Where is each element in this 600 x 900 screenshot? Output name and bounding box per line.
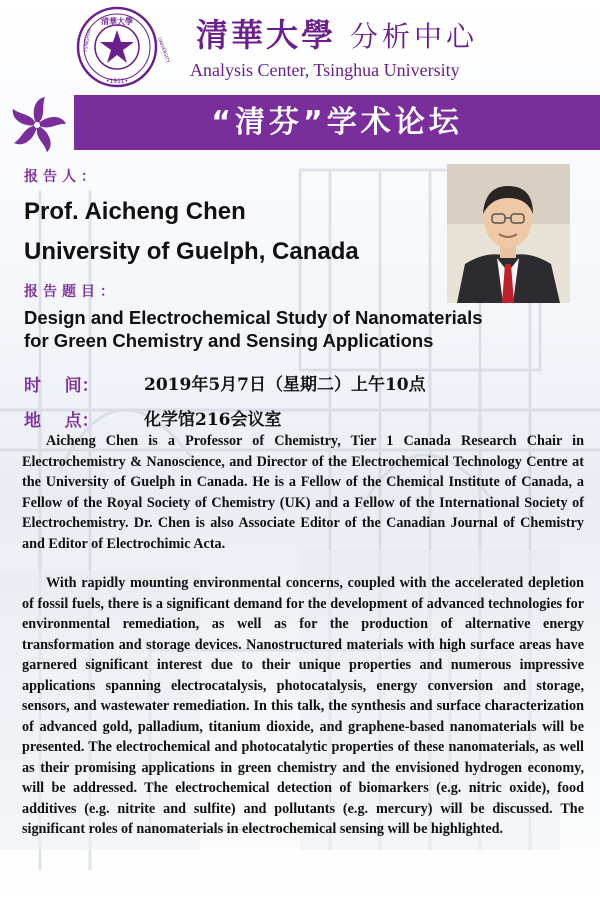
talk-title-line-2: for Green Chemistry and Sensing Applications: [24, 330, 434, 351]
talk-title: [24, 306, 584, 352]
talk-title-label: 报告题目：: [24, 284, 119, 300]
talk-abstract: With rapidly mounting environmental concerns, coupled with the accelerated depletion of fossil fuels, there is a significant demand for the development of advanced technologies for environmental remediation, as well as for the production of alternative energy transformation and storage devices. Nanostructured materials with high surface areas have garnered significant interest due to their unique properties and numerous impressive applications spanning electrocatalysis, photocatalysis, energy conversion and storage, sensors, and wastewater remediation. In this talk, the synthesis and surface characterization of advanced gold, palladium, titanium dioxide, and graphene-based nanomaterials will be presented. The electrochemical and photocatalytic properties of these nanomaterials, as well as their promising applications in green chemistry and the envisioned hydrogen economy, will be addressed. The electrochemical detection of biomarkers (e.g. nitric oxide), food additives (e.g. nitrite and sulfite) and pollutants (e.g. mercury) will be discussed. The significant roles of nanomaterials in electrochemical sensing will be highlighted.: [22, 575, 584, 837]
header-title-cn: 清華大學: [196, 16, 337, 54]
header-title: [196, 10, 478, 56]
bauhinia-flower-icon: [6, 94, 68, 156]
forum-banner: [74, 95, 600, 150]
speaker-label: 报告人：: [24, 169, 100, 185]
speaker-bio: Aicheng Chen is a Professor of Chemistry, Tier 1 Canada Research Chair in Electrochemistry & Nanoscience, and Director of the Electrochemical Technology Centre at the University of Guelph in Canada. He is a Fellow of the Chemical Institute of Canada, a Fellow of the Royal Society of Chemistry (UK) and a Fellow of the International Society of Electrochemistry. Dr. Chen is also Associate Editor of the Canadian Journal of Chemistry and Editor of Electrochimic Acta.: [22, 433, 584, 552]
time-label: 时 间：: [24, 376, 99, 396]
tsinghua-seal-logo: [76, 6, 170, 88]
speaker-affiliation: University of Guelph, Canada: [24, 238, 359, 265]
speaker-name: Prof. Aicheng Chen: [24, 198, 246, 225]
logo-ring-text-top: 清華大學: [101, 17, 133, 26]
place-label: 地 点：: [24, 411, 99, 431]
talk-title-line-1: Design and Electrochemical Study of Nanomaterials: [24, 307, 483, 328]
header-title-en: Analysis Center, Tsinghua University: [190, 60, 460, 80]
speaker-photo: [447, 164, 570, 303]
place-value: 化学馆216会议室: [144, 410, 282, 430]
logo-ring-text-right: UNIVERSITY: [156, 37, 170, 64]
logo-ring-text-left: TSINGHUA: [83, 28, 93, 53]
header-subtitle-cn: 分析中心: [350, 20, 479, 53]
time-value: 2019年5月7日（星期二）上午10点: [144, 375, 426, 395]
forum-title: “清芬”学术论坛: [211, 105, 463, 140]
logo-year: •1911•: [105, 78, 129, 85]
